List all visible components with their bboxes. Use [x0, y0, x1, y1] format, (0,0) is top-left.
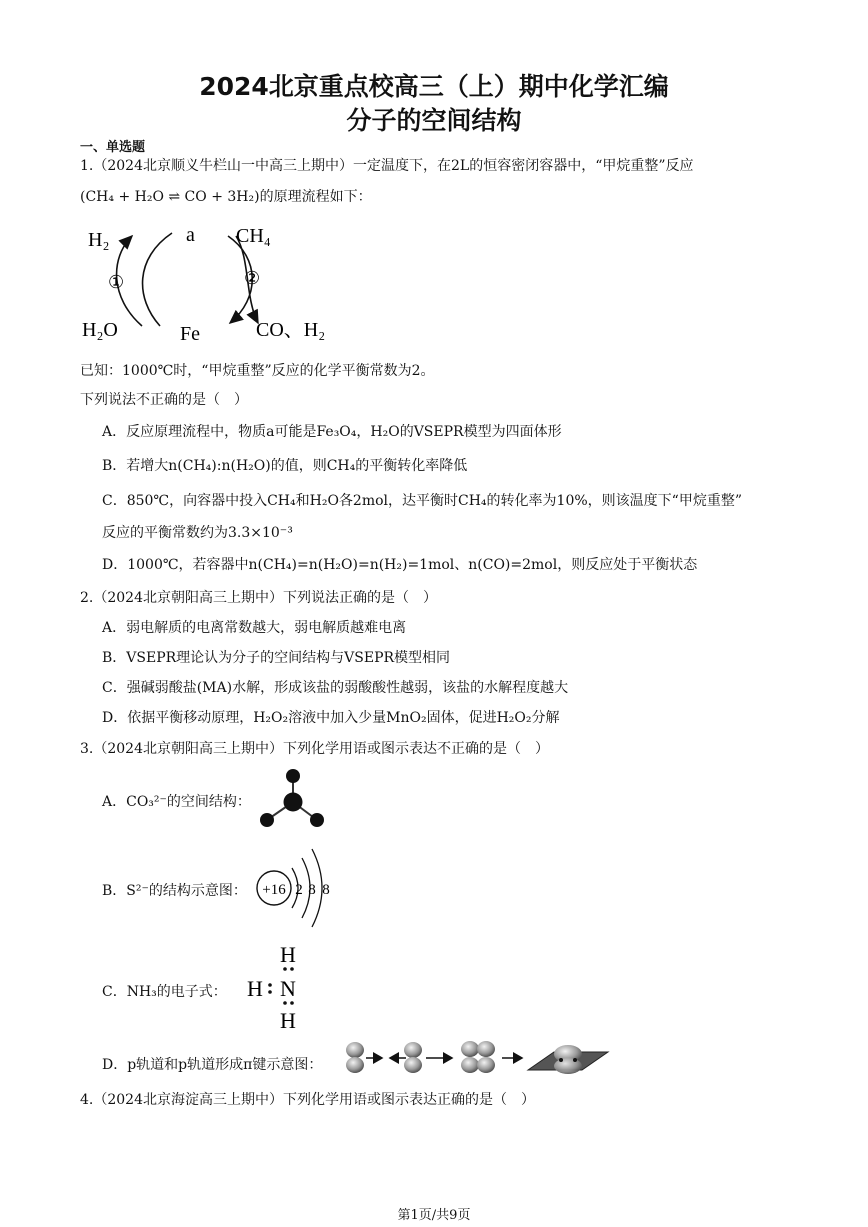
- label-ch4: CH₄: [236, 225, 271, 247]
- step-1-marker: ①: [108, 272, 125, 292]
- methane-reforming-flow-diagram: [80, 218, 360, 348]
- q4-stem: 4.（2024北京海淀高三上期中）下列化学用语或图示表达正确的是（ ）: [80, 1092, 535, 1108]
- q2-option-d[interactable]: D．依据平衡移动原理，H₂O₂溶液中加入少量MnO₂固体，促进H₂O₂分解: [102, 710, 560, 726]
- ammonia-electron-dot-formula: [243, 940, 313, 1032]
- q2-option-a[interactable]: A．弱电解质的电离常数越大，弱电解质越难电离: [102, 620, 407, 636]
- q1-option-c-line2: 反应的平衡常数约为3.3×10⁻³: [102, 525, 293, 541]
- q1-option-b[interactable]: B．若增大n(CH₄):n(H₂O)的值，则CH₄的平衡转化率降低: [102, 458, 468, 474]
- label-a: a: [186, 224, 195, 246]
- q1-known: 已知：1000℃时，“甲烷重整”反应的化学平衡常数为2。: [80, 363, 435, 379]
- q3-option-a[interactable]: A．CO₃²⁻的空间结构：: [102, 794, 251, 810]
- q2-stem: 2.（2024北京朝阳高三上期中）下列说法正确的是（ ）: [80, 590, 437, 606]
- label-co-h2: CO、H₂: [256, 319, 326, 341]
- nitrogen-atom: N: [280, 976, 296, 1001]
- label-h2: H₂: [88, 229, 110, 251]
- q3-stem: 3.（2024北京朝阳高三上期中）下列化学用语或图示表达不正确的是（ ）: [80, 741, 549, 757]
- q3-option-d[interactable]: D．p轨道和p轨道形成π键示意图：: [102, 1057, 323, 1073]
- carbonate-trigonal-planar-model: [255, 768, 335, 832]
- hydrogen-top: H: [280, 942, 296, 967]
- pi-bond-orbital-diagram: [342, 1040, 610, 1076]
- sulfide-ion-structure-diagram: [254, 846, 340, 930]
- q3-option-b[interactable]: B．S²⁻的结构示意图：: [102, 883, 247, 899]
- section-heading: 一、单选题: [80, 140, 146, 155]
- q1-option-d[interactable]: D．1000℃，若容器中n(CH₄)=n(H₂O)=n(H₂)=1mol、n(CO)=2mol，则反应处于平衡状态: [102, 557, 698, 573]
- q2-option-c[interactable]: C．强碱弱酸盐(MA)水解，形成该盐的弱酸酸性越弱，该盐的水解程度越大: [102, 680, 569, 696]
- label-h2o: H₂O: [82, 319, 118, 341]
- q1-ask: 下列说法不正确的是（ ）: [80, 392, 248, 408]
- q1-option-c-line1[interactable]: C．850℃，向容器中投入CH₄和H₂O各2mol，达平衡时CH₄的转化率为10%，则该温度下“甲烷重整”: [102, 493, 742, 509]
- q2-option-b[interactable]: B．VSEPR理论认为分子的空间结构与VSEPR模型相同: [102, 650, 451, 666]
- shell-2-electrons: 8: [308, 882, 316, 898]
- hydrogen-left: H: [247, 976, 263, 1001]
- page-title: 2024北京重点校高三（上）期中化学汇编: [199, 72, 669, 101]
- page-subtitle: 分子的空间结构: [346, 106, 522, 135]
- q3-option-c[interactable]: C．NH₃的电子式：: [102, 984, 227, 1000]
- q1-option-a[interactable]: A．反应原理流程中，物质a可能是Fe₃O₄，H₂O的VSEPR模型为四面体形: [102, 424, 562, 440]
- q1-stem-line2: (CH₄ + H₂O ⇌ CO + 3H₂)的原理流程如下：: [80, 189, 372, 205]
- carbon-atom: [284, 793, 303, 812]
- arrow-1-curve: [143, 233, 172, 326]
- step-2-marker: ②: [244, 268, 261, 288]
- hydrogen-bottom: H: [280, 1008, 296, 1032]
- shell-3-electrons: 8: [322, 882, 330, 898]
- q1-stem-line1: 1.（2024北京顺义牛栏山一中高三上期中）一定温度下，在2L的恒容密闭容器中，“甲烷重整”反应: [80, 158, 694, 174]
- oxygen-atom: [260, 813, 274, 827]
- nucleus-charge: +16: [262, 882, 286, 898]
- page-footer: 第1页/共9页: [397, 1208, 471, 1223]
- label-fe: Fe: [180, 323, 200, 345]
- oxygen-atom: [310, 813, 324, 827]
- oxygen-atom: [286, 769, 300, 783]
- shell-1-electrons: 2: [295, 882, 303, 898]
